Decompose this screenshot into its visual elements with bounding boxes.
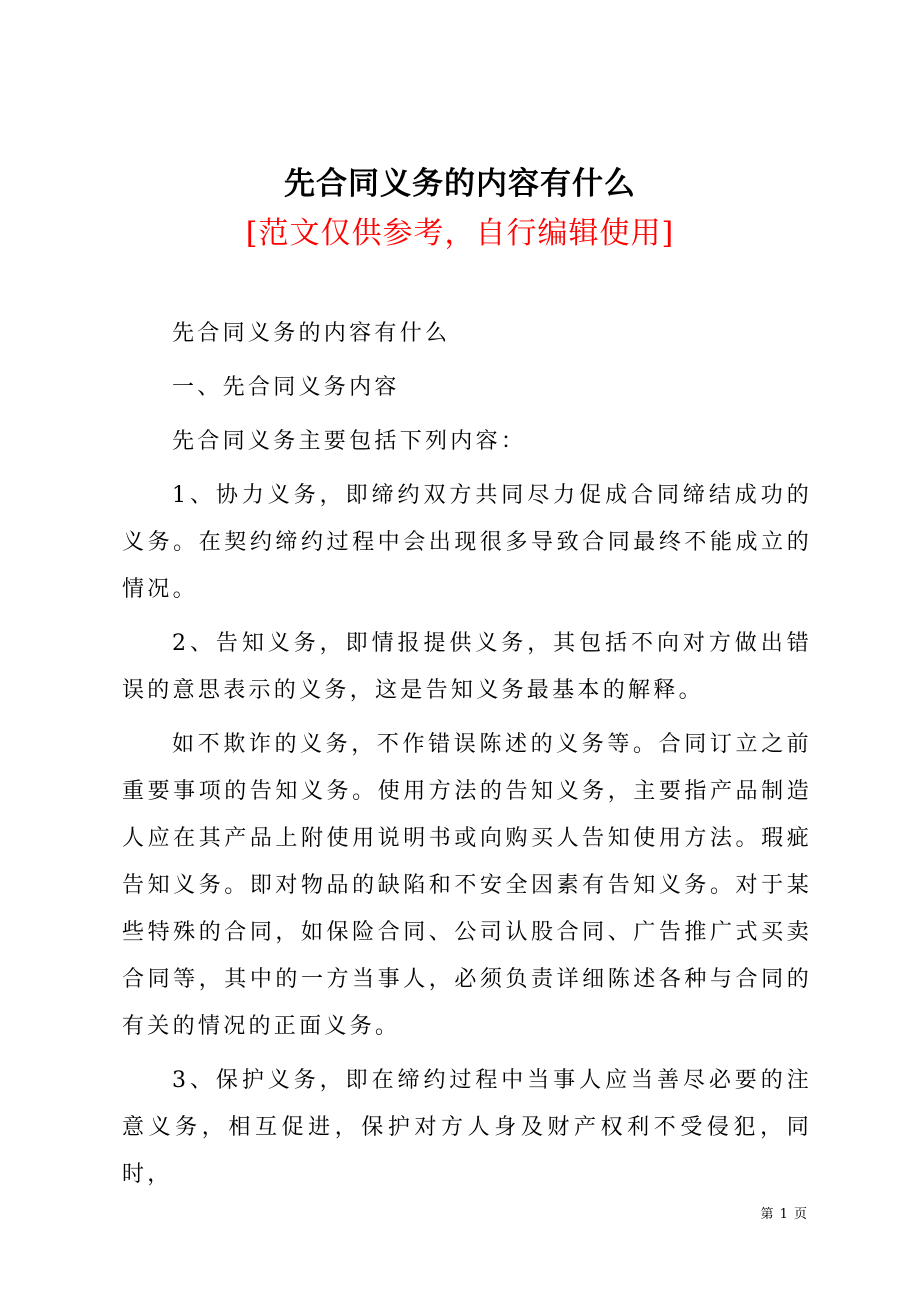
paragraph: 3、保护义务，即在缔约过程中当事人应当善尽必要的注意义务，相互促进，保护对方人身及财产权利不受侵犯，同时， xyxy=(122,1068,812,1187)
paragraph: 先合同义务的内容有什么 xyxy=(172,321,451,346)
paragraph: 一、先合同义务内容 xyxy=(172,375,400,400)
page-number: 第 1 页 xyxy=(760,1207,808,1222)
paragraph: 如不欺诈的义务，不作错误陈述的义务等。合同订立之前重要事项的告知义务。使用方法的告知义务，主要指产品制造人应在其产品上附使用说明书或向购买人告知使用方法。瑕疵告知义务。即对物品的缺陷和不安全因素有告知义务。对于某些特殊的合同，如保险合同、公司认股合同、广告推广式买卖合同等，其中的一方当事人，必须负责详细陈述各种与合同的有关的情况的正面义务。 xyxy=(122,732,812,1039)
paragraph: 1、协力义务，即缔约双方共同尽力促成合同缔结成功的义务。在契约缔约过程中会出现很多导致合同最终不能成立的情况。 xyxy=(122,483,812,602)
document-subtitle: [范文仅供参考，自行编辑使用] xyxy=(245,216,675,251)
paragraph: 先合同义务主要包括下列内容： xyxy=(172,429,527,454)
document-title: 先合同义务的内容有什么 xyxy=(284,166,636,202)
paragraph: 2、告知义务，即情报提供义务，其包括不向对方做出错误的意思表示的义务，这是告知义务最基本的解释。 xyxy=(122,631,812,703)
document-body xyxy=(122,310,812,1205)
